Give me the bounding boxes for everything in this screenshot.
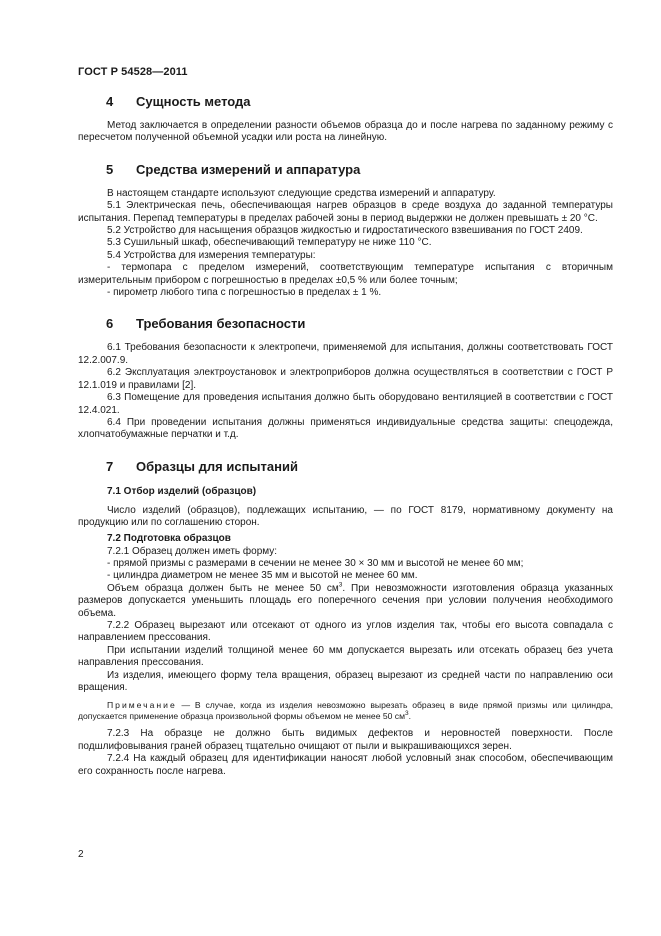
paragraph: 7.2.2 Образец вырезают или отсекают от одного из углов изделия так, чтобы его высота совпадала с направлением прессования. [78, 619, 613, 644]
paragraph: Число изделий (образцов), подлежащих испытанию, — по ГОСТ 8179, нормативному документу на продукцию или по соглашению сторон. [78, 504, 613, 529]
paragraph: В настоящем стандарте используют следующие средства измерений и аппаратуру. [107, 187, 496, 199]
paragraph: 5.2 Устройство для насыщения образцов жидкостью и гидростатического взвешивания по ГОСТ 2409. [107, 225, 583, 237]
paragraph: 6.4 При проведении испытания должны применяться индивидуальные средства защиты: спецодежда, хлопчатобумажные перчатки и т.д. [78, 416, 613, 441]
list-item: - термопара с пределом измерений, соответствующим температуре испытания с вторичным измерительным прибором с погрешностью в пределах ±0,5 % или более точным; [78, 262, 613, 286]
paragraph: 7.2.3 На образце не должно быть видимых дефектов и неровностей поверхности. После подшлифовывания граней образец тщательно очищают от пыли и выкрашивающихся зерен. [78, 728, 613, 752]
document-body [78, 94, 613, 778]
paragraph: 7.2.1 Образец должен иметь форму: [107, 545, 278, 557]
paragraph: При испытании изделий толщиной менее 60 мм допускается вырезать или отсекать образец без учета направления прессования. [78, 644, 613, 669]
paragraph: 5.3 Сушильный шкаф, обеспечивающий температуру не ниже 110 °С. [107, 237, 432, 249]
list-item: - пирометр любого типа с погрешностью в пределах ± 1 %. [107, 287, 382, 299]
paragraph: Метод заключается в определении разности объемов образца до и после нагрева по заданному режиму с пересчетом полученной объемной усадки или роста на линейную. [78, 120, 613, 144]
paragraph: 7.2.4 На каждый образец для идентификации наносят любой условный знак способом, обеспечивающим его сохранность после нагрева. [78, 753, 613, 777]
paragraph: 5.4 Устройства для измерения температуры: [107, 249, 316, 261]
note: Примечание — В случае, когда из изделия невозможно вырезать образец в виде прямой призмы или цилиндра, допускается применение образца произвольной формы объемом не менее 50 $см^3$. [78, 700, 613, 722]
list-item: - прямой призмы с размерами в сечении не менее 30 × 30 мм и высотой не менее 60 мм; [107, 557, 524, 569]
list-item: - цилиндра диаметром не менее 35 мм и высотой не менее 60 мм. [107, 570, 418, 582]
section-4-heading: 4 Сущность метода [106, 94, 251, 109]
page-number: 2 [78, 849, 84, 860]
section-6-heading: 6 Требования безопасности [106, 316, 306, 332]
paragraph: 5.1 Электрическая печь, обеспечивающая нагрев образцов в среде воздуха до заданной температуры испытания. Перепад температуры в пределах рабочей зоны в период выдержки не должен превышать ± 20 °С. [78, 200, 613, 224]
section-7-heading: 7 Образцы для испытаний [106, 458, 298, 474]
subsection-7-2-heading: 7.2 Подготовка образцов [107, 532, 231, 544]
paragraph: 6.2 Эксплуатация электроустановок и электроприборов должна осуществляться в соответствии с ГОСТ Р 12.1.019 и правилами [2]. [78, 367, 613, 391]
paragraph: 6.1 Требования безопасности к электропечи, применяемой для испытания, должны соответствовать ГОСТ 12.2.007.9. [78, 342, 613, 366]
paragraph: Из изделия, имеющего форму тела вращения, образец вырезают из средней части по направлению оси вращения. [78, 669, 613, 693]
paragraph: 6.3 Помещение для проведения испытания должно быть оборудовано вентиляцией в соответствии с ГОСТ 12.4.021. [78, 392, 613, 416]
paragraph: Объем образца должен быть не менее 50 $см^3$. При невозможности изготовления образца указанных размеров допускается уменьшить площадь его поперечного сечения при условии получения необходимого объема. [78, 581, 613, 619]
subsection-7-1-heading: 7.1 Отбор изделий (образцов) [107, 485, 257, 497]
section-5-heading: 5 Средства измерений и аппаратура [106, 161, 361, 177]
document-header: ГОСТ Р 54528—2011 [78, 66, 188, 78]
